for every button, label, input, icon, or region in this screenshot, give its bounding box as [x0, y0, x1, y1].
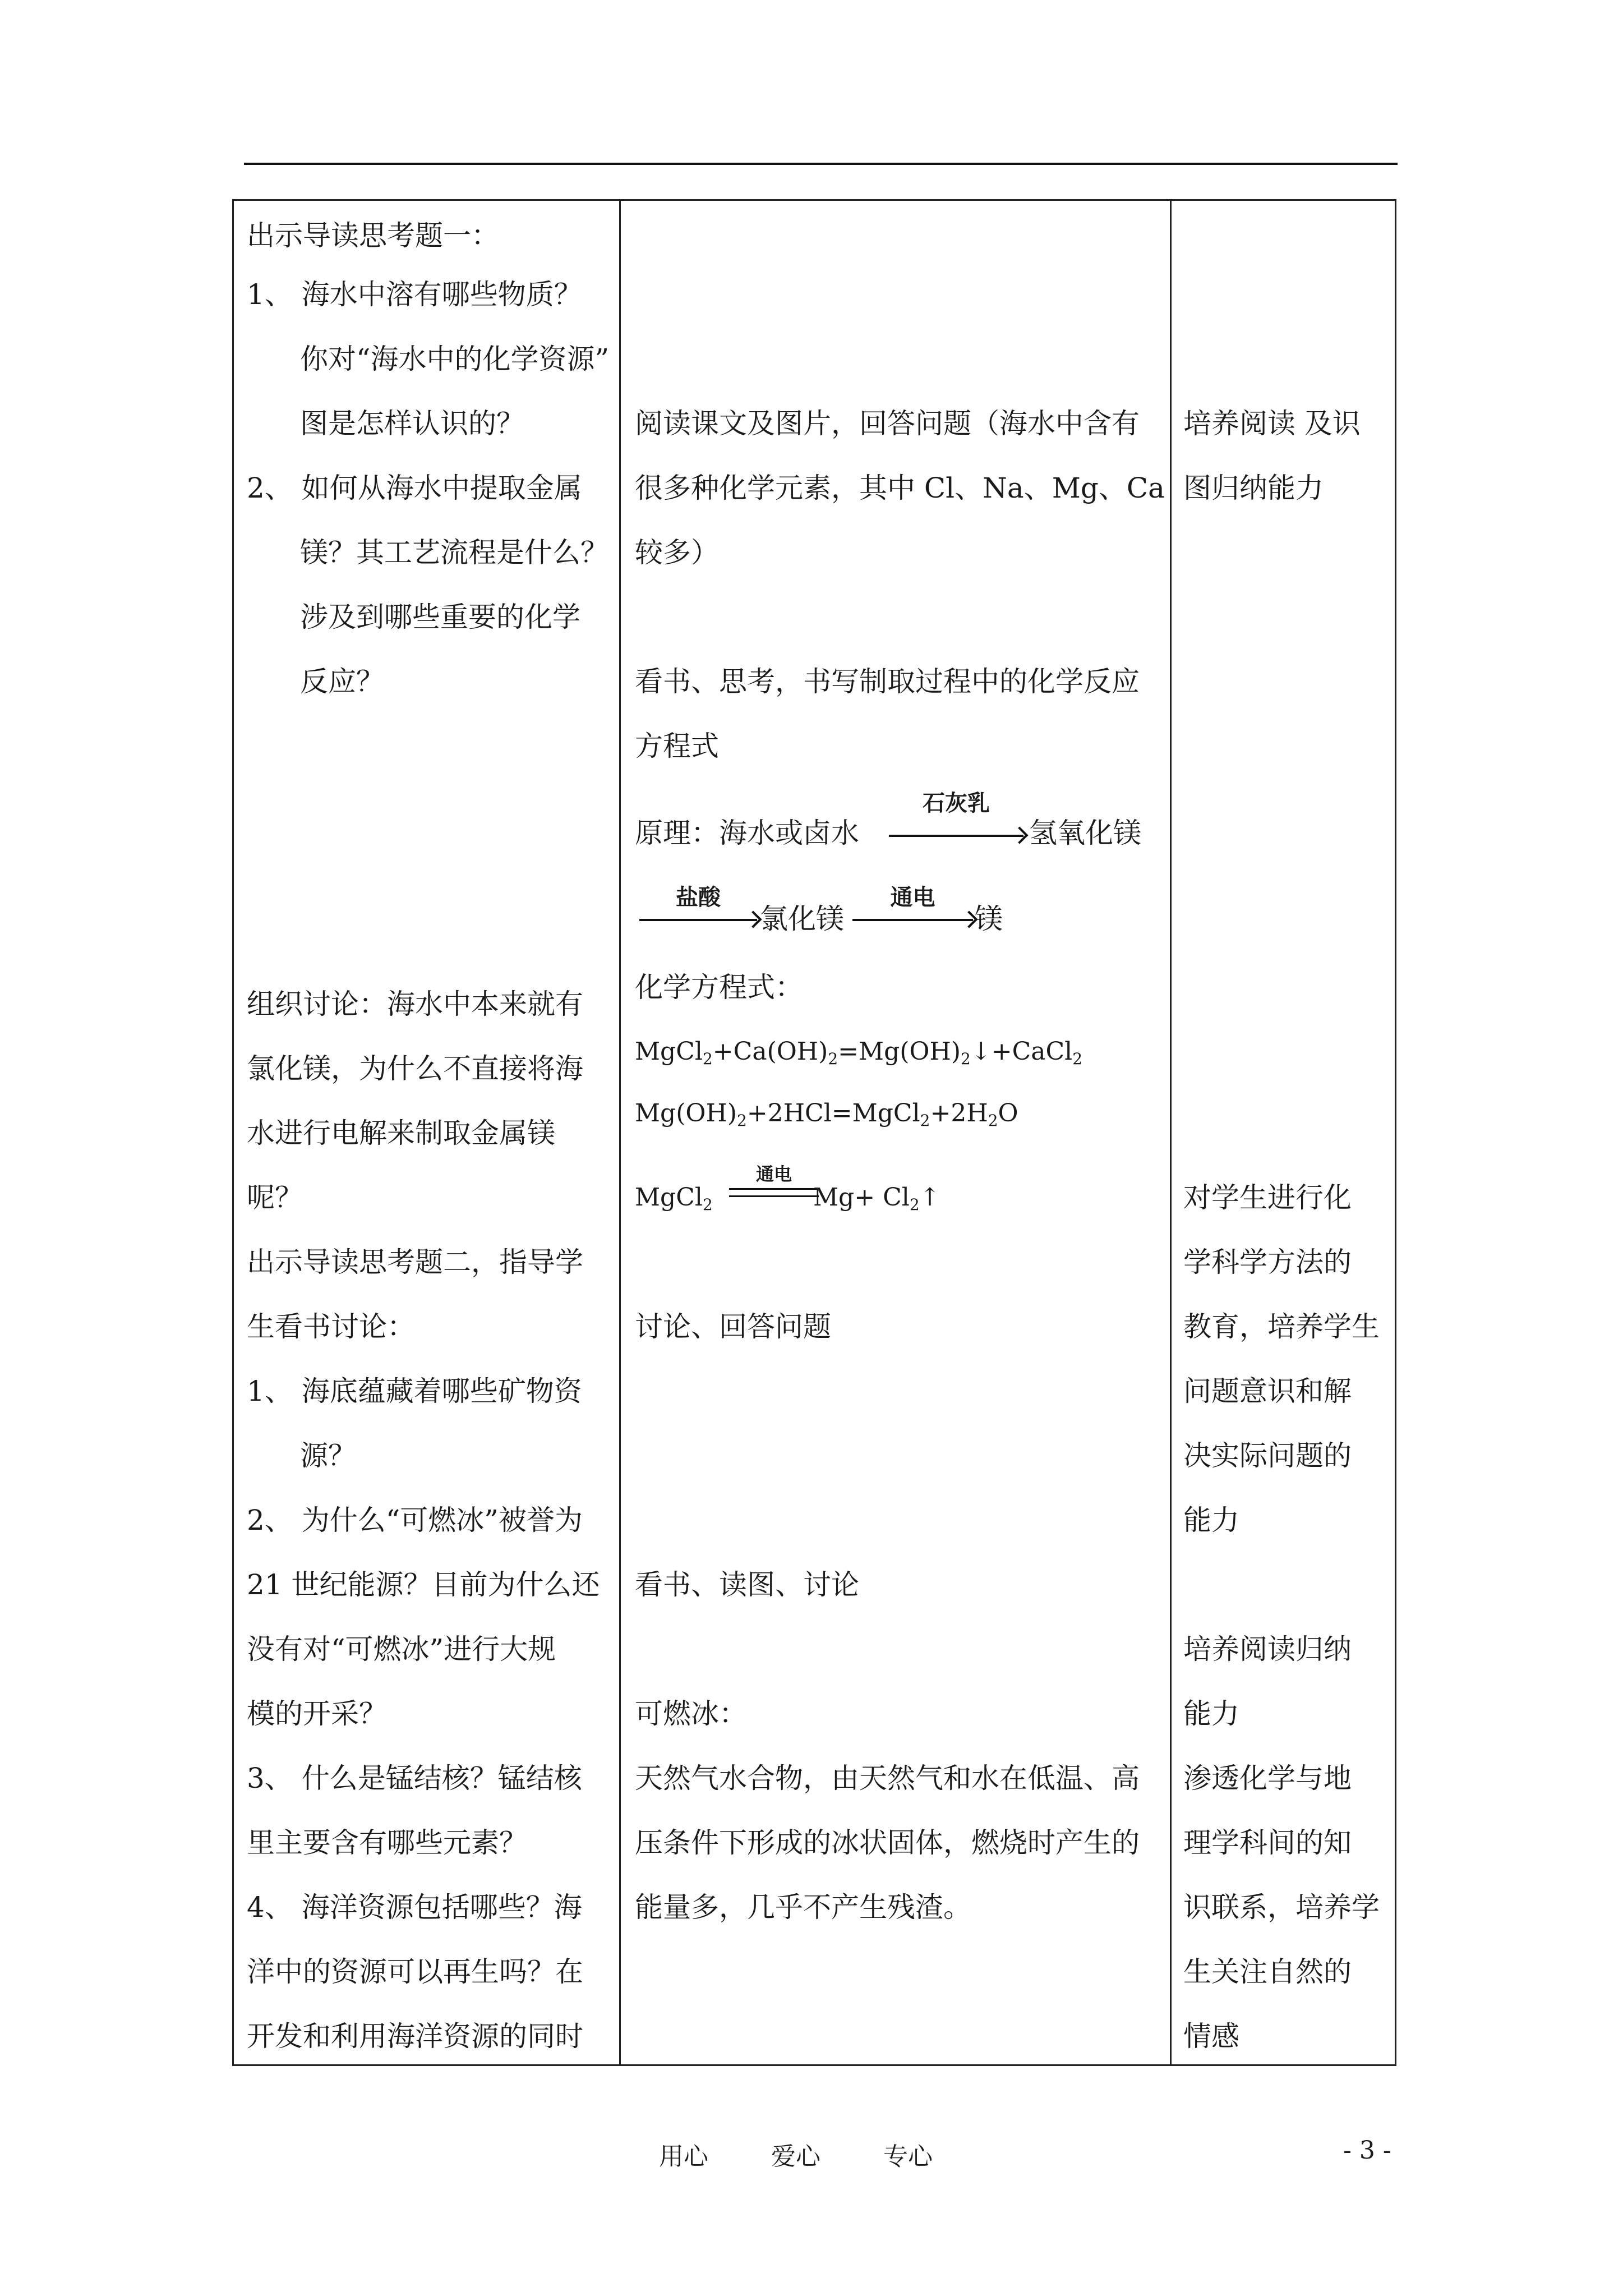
column-divider-1	[619, 199, 621, 2066]
student-text-line: 方程式	[635, 730, 719, 762]
condition-hydrochloric-acid: 盐酸	[676, 885, 721, 910]
teacher-text-line: 涉及到哪些重要的化学	[300, 601, 580, 633]
product-magnesium-chloride: 氯化镁	[760, 903, 844, 935]
student-text-line: 化学方程式：	[635, 971, 803, 1004]
student-text-line: 天然气水合物，由天然气和水在低温、高	[635, 1762, 1140, 1795]
column-divider-2	[1170, 199, 1172, 2066]
arrow-icon	[639, 919, 757, 921]
teacher-text-line: 4、 海洋资源包括哪些？海	[247, 1891, 582, 1924]
principle-label: 原理：海水或卤水	[635, 817, 859, 849]
equation-2: $Mg(OH)_2+2HCl=MgCl_2+2H_2O$	[635, 1099, 1018, 1130]
product-magnesium: 镁	[975, 903, 1003, 935]
page-number: - 3 -	[1343, 2136, 1391, 2165]
arrow-icon	[889, 835, 1023, 837]
header-rule	[244, 163, 1398, 165]
equation-3-products: $Mg+ Cl_2↑$	[813, 1183, 940, 1214]
student-text-line: 看书、读图、讨论	[635, 1568, 859, 1601]
student-text-line: 看书、思考，书写制取过程中的化学反应	[635, 665, 1140, 698]
teacher-text-line: 洋中的资源可以再生吗？在	[247, 1955, 583, 1988]
teacher-text-line: 你对“海水中的化学资源”	[300, 343, 610, 375]
student-text-line: 压条件下形成的冰状固体，燃烧时产生的	[635, 1826, 1140, 1859]
teacher-text-line: 2、 为什么“可燃冰”被誉为	[247, 1504, 583, 1536]
student-text-line: 能量多，几乎不产生残渣。	[635, 1891, 971, 1924]
purpose-text-line: 能力	[1183, 1697, 1239, 1730]
purpose-text-line: 问题意识和解	[1183, 1375, 1352, 1407]
purpose-text-line: 对学生进行化	[1183, 1181, 1352, 1214]
teacher-text-line: 模的开采？	[247, 1697, 387, 1730]
purpose-text-line: 渗透化学与地	[1183, 1762, 1352, 1795]
teacher-text-line: 21 世纪能源？目前为什么还	[247, 1568, 600, 1601]
teacher-text-line: 源？	[300, 1439, 356, 1472]
teacher-text-line: 开发和利用海洋资源的同时	[247, 2020, 583, 2053]
condition-lime-milk: 石灰乳	[923, 790, 990, 816]
purpose-text-line: 图归纳能力	[1183, 472, 1324, 504]
teacher-text-line: 出示导读思考题二，指导学	[247, 1246, 583, 1278]
student-text-line: 可燃冰：	[635, 1697, 747, 1730]
purpose-text-line: 情感	[1183, 2020, 1239, 2053]
student-text-line: 讨论、回答问题	[635, 1310, 831, 1343]
teacher-text-line: 1、 海底蕴藏着哪些矿物资	[247, 1375, 582, 1407]
teacher-text-line: 没有对“可燃冰”进行大规	[247, 1633, 556, 1665]
purpose-text-line: 能力	[1183, 1504, 1239, 1536]
purpose-text-line: 识联系，培养学	[1183, 1891, 1380, 1924]
equation-3-reactant: MgCl$_2$	[635, 1183, 713, 1214]
purpose-text-line: 理学科间的知	[1183, 1826, 1352, 1859]
teacher-text-line: 水进行电解来制取金属镁	[247, 1117, 555, 1149]
product-magnesium-hydroxide: 氢氧化镁	[1029, 817, 1141, 849]
arrow-icon	[852, 919, 973, 921]
purpose-text-line: 培养阅读归纳	[1183, 1633, 1352, 1665]
teacher-text-line: 图是怎样认识的？	[300, 407, 524, 440]
purpose-text-line: 学科学方法的	[1183, 1246, 1352, 1278]
teacher-text-line: 1、 海水中溶有哪些物质？	[247, 278, 582, 311]
footer-motto-1: 用心	[659, 2142, 708, 2171]
equals-sign-icon	[729, 1188, 819, 1197]
teacher-text-line: 里主要含有哪些元素？	[247, 1826, 527, 1859]
teacher-text-line: 镁？其工艺流程是什么？	[300, 536, 608, 569]
teacher-text-line: 2、 如何从海水中提取金属	[247, 472, 582, 504]
student-text-line: 较多）	[635, 536, 719, 569]
student-text-line: 阅读课文及图片，回答问题（海水中含有	[635, 407, 1140, 440]
purpose-text-line: 生关注自然的	[1183, 1955, 1352, 1988]
equation-3-condition: 通电	[755, 1163, 792, 1185]
purpose-text-line: 培养阅读 及识	[1183, 407, 1361, 440]
condition-electrolysis: 通电	[890, 885, 935, 910]
teacher-text-line: 氯化镁，为什么不直接将海	[247, 1052, 583, 1085]
footer-motto-3: 专心	[883, 2142, 933, 2171]
teacher-text-line: 生看书讨论：	[247, 1310, 415, 1343]
teacher-text-line: 组织讨论：海水中本来就有	[247, 988, 583, 1020]
teacher-text-line: 反应？	[300, 665, 384, 698]
footer-motto-2: 爱心	[771, 2142, 820, 2171]
equation-1: $MgCl_2+Ca(OH)_2=Mg(OH)_2↓+CaCl_2$	[635, 1037, 1083, 1068]
student-text-line: 很多种化学元素，其中 Cl、Na、Mg、Ca	[635, 472, 1165, 504]
purpose-text-line: 决实际问题的	[1183, 1439, 1352, 1472]
teacher-text-line: 呢？	[247, 1181, 303, 1214]
purpose-text-line: 教育，培养学生	[1183, 1310, 1380, 1343]
teacher-text-line: 3、 什么是锰结核？锰结核	[247, 1762, 582, 1795]
teacher-text-line: 出示导读思考题一：	[247, 219, 499, 252]
